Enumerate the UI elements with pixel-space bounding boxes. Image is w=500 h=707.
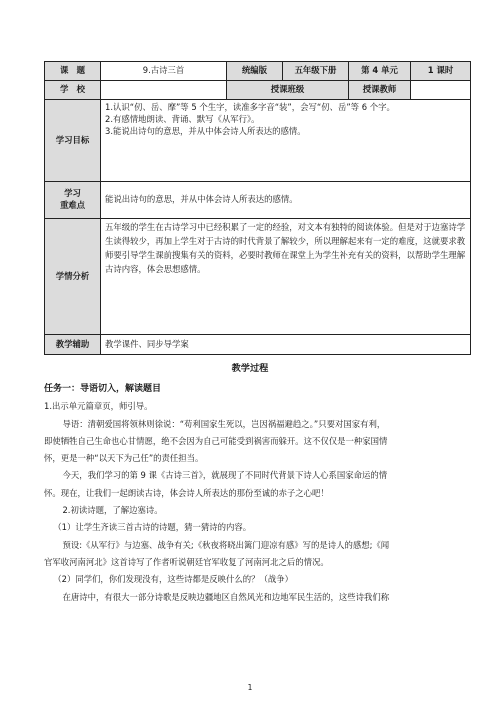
body-line: 今天，我们学习的第 9 课《古诗三首》，就展现了不同时代背景下诗人心系国家命运的情 bbox=[62, 470, 388, 481]
table-row bbox=[45, 219, 471, 335]
table-row bbox=[45, 100, 471, 182]
page-number: 1 bbox=[247, 683, 253, 692]
goal-item: 3.能说出诗句的意思，并从中体会诗人所表达的感情。 bbox=[105, 125, 306, 136]
process-body bbox=[44, 381, 470, 606]
aids-label: 教学辅助 bbox=[45, 335, 101, 355]
edition-cell: 统编版 bbox=[227, 62, 283, 81]
topic-label: 课 题 bbox=[45, 62, 101, 81]
teacher-label: 授课教师 bbox=[349, 81, 411, 100]
unit-cell: 第 4 单元 bbox=[349, 62, 411, 81]
grade-cell: 五年级下册 bbox=[283, 62, 349, 81]
body-line: （2）同学们，你们发现没有，这些诗都是反映什么的？（战争） bbox=[53, 574, 294, 585]
body-line: （1）让学生齐读三首古诗的诗题，猜一猜诗的内容。 bbox=[53, 522, 252, 533]
body-line: 官军收河南河北》这首诗写了作者听说朝廷官军收复了河南河北之后的情况。 bbox=[44, 556, 329, 567]
goals-content bbox=[101, 100, 471, 182]
topic-value: 9.古诗三首 bbox=[101, 62, 227, 81]
focus-label: 学习 重难点 bbox=[45, 182, 101, 219]
table-row bbox=[45, 62, 471, 81]
focus-content: 能说出诗句的意思，并从中体会诗人所表达的感情。 bbox=[101, 182, 471, 219]
body-line: 导语：清朝爱国将领林则徐说：“苟利国家生死以，岂因祸福避趋之。”只要对国家有利， bbox=[62, 418, 386, 429]
goals-label: 学习目标 bbox=[45, 100, 101, 182]
analysis-content: 五年级的学生在古诗学习中已经积累了一定的经验，对文本有独特的阅读体验。但是对于边塞诗学生读得较少，再加上学生对于古诗的时代背景了解较少，所以理解起来有一定的难度，这就要求教师要引导学生课前搜集有关的资料，必要时教师在课堂上为学生补充有关的资料，以帮助学生理解古诗内容，体会思想感情。 bbox=[101, 219, 471, 335]
hours-cell: 1 课时 bbox=[411, 62, 471, 81]
school-value bbox=[101, 81, 227, 100]
class-label: 授课班级 bbox=[227, 81, 349, 100]
goal-item: 1.认识“仞、岳、摩”等 5 个生字，读准多字音“装”，会写“仞、岳”等 6 个字。 bbox=[105, 102, 395, 112]
body-line: 怀，更是一种“以天下为己任”的责任担当。 bbox=[44, 453, 204, 464]
task-heading: 任务一：导语切入，解读题目 bbox=[44, 384, 162, 394]
goal-item: 2.有感情地朗读、背诵、默写《从军行》。 bbox=[105, 113, 260, 124]
body-line: 在唐诗中，有很大一部分诗歌是反映边疆地区自然风光和边地军民生活的，这些诗我们称 bbox=[62, 591, 390, 602]
body-line: 2.初读诗题，了解边塞诗。 bbox=[62, 505, 163, 516]
table-row bbox=[45, 81, 471, 100]
body-line: 预设:《从军行》与边塞、战争有关;《秋夜将晓出篱门迎凉有感》写的是诗人的感想;《闻 bbox=[62, 539, 390, 550]
body-line: 1.出示单元篇章页，师引导。 bbox=[44, 401, 153, 412]
body-line: 即使牺牲自己生命也心甘情愿，绝不会因为自己可能受到祸害而躲开。这不仅仅是一种家国情 bbox=[44, 435, 388, 446]
school-label: 学 校 bbox=[45, 81, 101, 100]
analysis-label: 学情分析 bbox=[45, 219, 101, 335]
teacher-value bbox=[411, 81, 471, 100]
body-line: 怀。现在，让我们一起朗读古诗，体会诗人所表达的那份至诚的赤子之心吧！ bbox=[44, 487, 329, 498]
process-heading: 教学过程 bbox=[231, 363, 269, 374]
table-row bbox=[45, 182, 471, 219]
aids-content: 教学课件、同步导学案 bbox=[101, 335, 471, 355]
table-row bbox=[45, 335, 471, 355]
lesson-info-table bbox=[44, 61, 471, 355]
